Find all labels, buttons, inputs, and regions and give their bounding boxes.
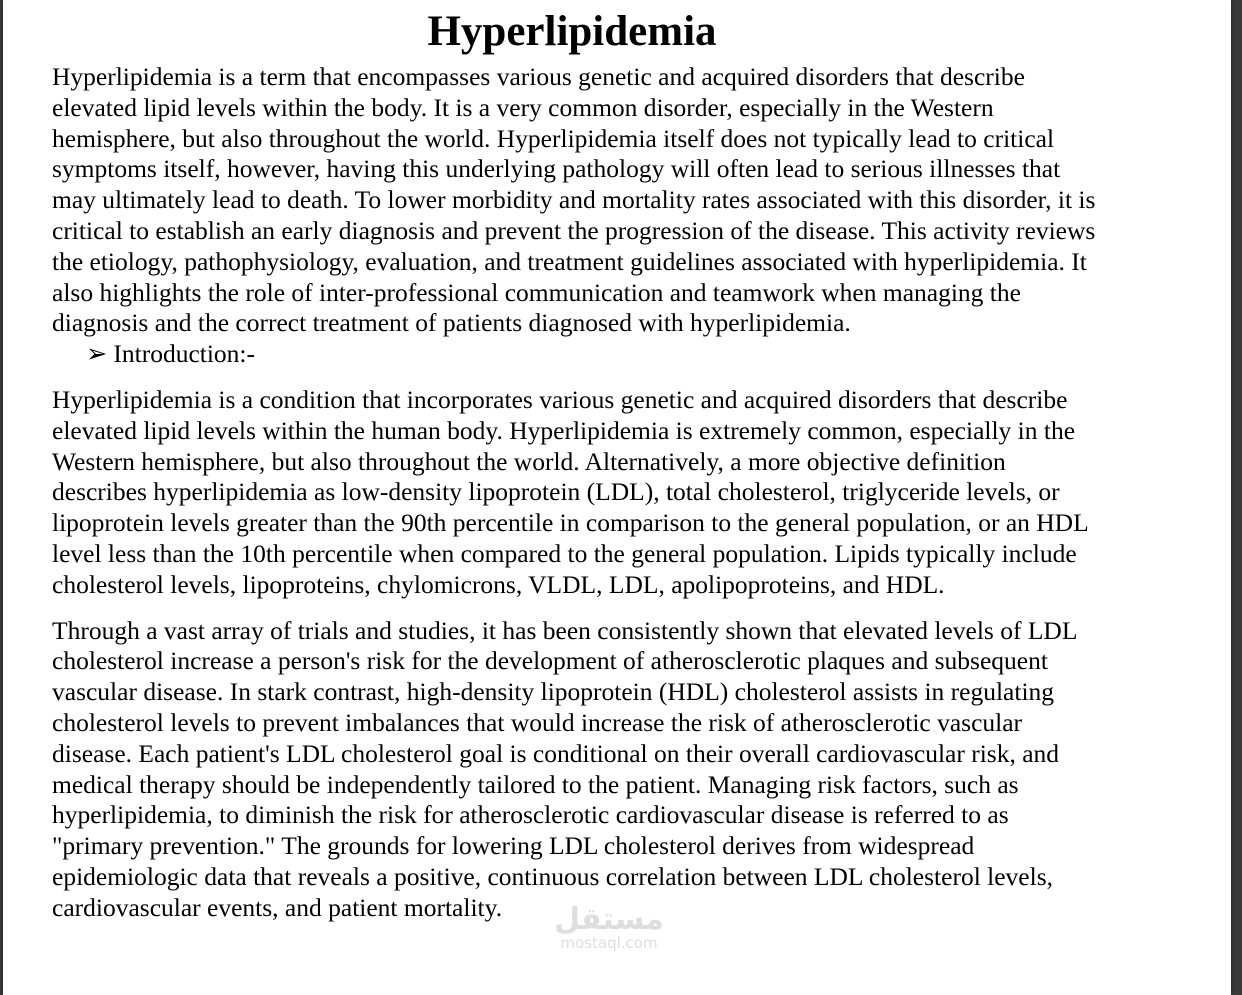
- body-paragraph: Through a vast array of trials and studies, it has been consistently shown that elevated levels of LDL cholesterol increase a person's risk for the development of atherosclerotic plaques and subsequent vascular disease. In stark contrast, high-density lipoprotein (HDL) cholesterol assists in regulating cholesterol levels to prevent imbalances that would increase the risk of atherosclerotic vascular disease. Each patient's LDL cholesterol goal is conditional on their overall cardiovascular risk, and medical therapy should be independently tailored to the patient. Managing risk factors, such as hyperlipidemia, to diminish the risk for atherosclerotic cardiovascular disease is referred to as "primary prevention." The grounds for lowering LDL cholesterol derives from widespread epidemiologic data that reveals a positive, continuous correlation between LDL cholesterol levels, cardiovascular events, and patient mortality.: [52, 615, 1077, 922]
- watermark-logo: مستقل: [554, 902, 664, 937]
- section-heading-label: Introduction:-: [113, 339, 256, 369]
- body-paragraph: Hyperlipidemia is a condition that incorporates various genetic and acquired disorders that describe elevated lipid levels within the human body. Hyperlipidemia is extremely common, especially in the Western hemisphere, but also throughout the world. Alternatively, a more objective definition describes hyperlipidemia as low-density lipoprotein (LDL), total cholesterol, triglyceride levels, or lipoprotein levels greater than the 90th percentile in comparison to the general population, or an HDL level less than the 10th percentile when compared to the general population. Lipids typically include cholesterol levels, lipoproteins, chylomicrons, VLDL, LDL, apolipoproteins, and HDL.: [52, 384, 1088, 599]
- arrow-bullet-icon: ➢: [86, 339, 108, 369]
- section-heading-introduction: [86, 339, 1102, 370]
- document-page: [3, 0, 1231, 995]
- watermark-url: mostaql.com: [560, 934, 658, 952]
- document-content: [52, 0, 1102, 924]
- abstract-paragraph: Hyperlipidemia is a term that encompasses various genetic and acquired disorders that describe elevated lipid levels within the body. It is a very common disorder, especially in the Western hemisphere, but also throughout the world. Hyperlipidemia itself does not typically lead to critical symptoms itself, however, having this underlying pathology will often lead to serious illnesses that may ultimately lead to death. To lower morbidity and mortality rates associated with this disorder, it is critical to establish an early diagnosis and prevent the progression of the disease. This activity reviews the etiology, pathophysiology, evaluation, and treatment guidelines associated with hyperlipidemia. It also highlights the role of inter-professional communication and teamwork when managing the diagnosis and the correct treatment of patients diagnosed with hyperlipidemia.: [52, 62, 1096, 338]
- document-title: Hyperlipidemia: [427, 8, 717, 55]
